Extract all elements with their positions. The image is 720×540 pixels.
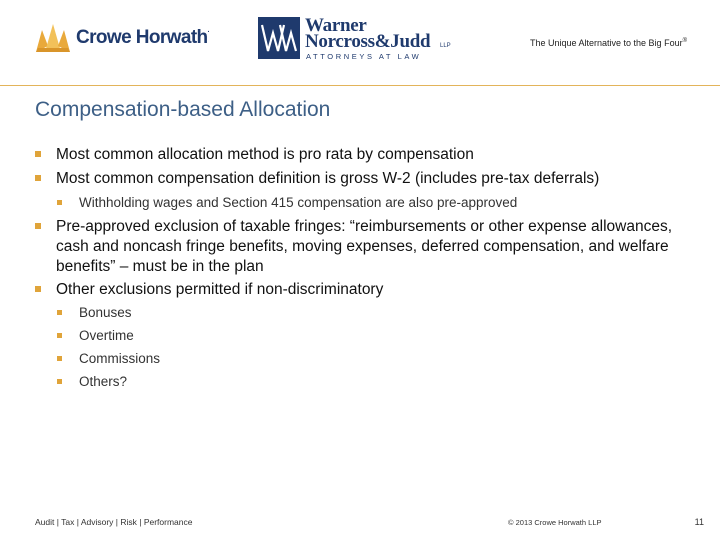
crowe-horwath-logo	[36, 22, 226, 58]
wnj-monogram-icon	[258, 17, 300, 59]
sub-bullet-item	[35, 372, 695, 392]
bullet-text: Others?	[79, 374, 128, 389]
bullet-item	[35, 145, 695, 165]
header-divider	[0, 85, 720, 86]
warner-norcross-judd-logo	[258, 15, 458, 63]
footer-services: Audit | Tax | Advisory | Risk | Performance	[35, 517, 193, 527]
bullet-item	[35, 169, 695, 189]
square-bullet-icon	[35, 151, 41, 157]
bullet-text: Commissions	[79, 351, 161, 366]
sub-bullet-item	[35, 326, 695, 346]
crowe-crown-icon	[36, 24, 70, 54]
square-bullet-icon	[35, 286, 41, 292]
wnj-name-line2: Norcross&Judd	[305, 31, 431, 52]
bullet-list	[35, 145, 695, 392]
header-tagline: The Unique Alternative to the Big Four®	[529, 38, 687, 48]
square-bullet-icon	[35, 175, 41, 181]
sub-bullet-item	[35, 303, 695, 323]
bullet-text: Most common compensation definition is gross W-2 (includes pre-tax deferrals)	[56, 170, 600, 187]
bullet-text: Most common allocation method is pro rata by compensation	[56, 146, 474, 163]
bullet-text: Pre-approved exclusion of taxable fringes: “reimbursements or other expense allowances, cash and noncash fringe benefits, moving expenses, deferred compensation, and welfare benefits” – must be in the plan	[56, 218, 673, 275]
square-bullet-icon	[57, 356, 62, 361]
bullet-item	[35, 280, 695, 300]
bullet-text: Withholding wages and Section 415 compensation are also pre-approved	[79, 195, 518, 210]
square-bullet-icon	[35, 223, 41, 229]
sub-bullet-item	[35, 193, 695, 213]
page-number: 11	[694, 517, 704, 527]
square-bullet-icon	[57, 333, 62, 338]
sub-bullet-item	[35, 349, 695, 369]
square-bullet-icon	[57, 379, 62, 384]
bullet-text: Other exclusions permitted if non-discriminatory	[56, 281, 384, 298]
wnj-llp: LLP	[440, 43, 451, 49]
bullet-text: Bonuses	[79, 305, 132, 320]
footer-copyright: © 2013 Crowe Horwath LLP	[508, 518, 602, 527]
slide-header	[0, 0, 720, 80]
crowe-logo-text: Crowe Horwath.	[76, 27, 209, 48]
wnj-name-line1: Warner	[305, 15, 367, 36]
bullet-item	[35, 217, 695, 277]
bullet-text: Overtime	[79, 328, 134, 343]
square-bullet-icon	[57, 200, 62, 205]
wnj-subtitle: ATTORNEYS AT LAW	[306, 52, 422, 61]
square-bullet-icon	[57, 310, 62, 315]
slide-title: Compensation-based Allocation	[35, 98, 331, 121]
